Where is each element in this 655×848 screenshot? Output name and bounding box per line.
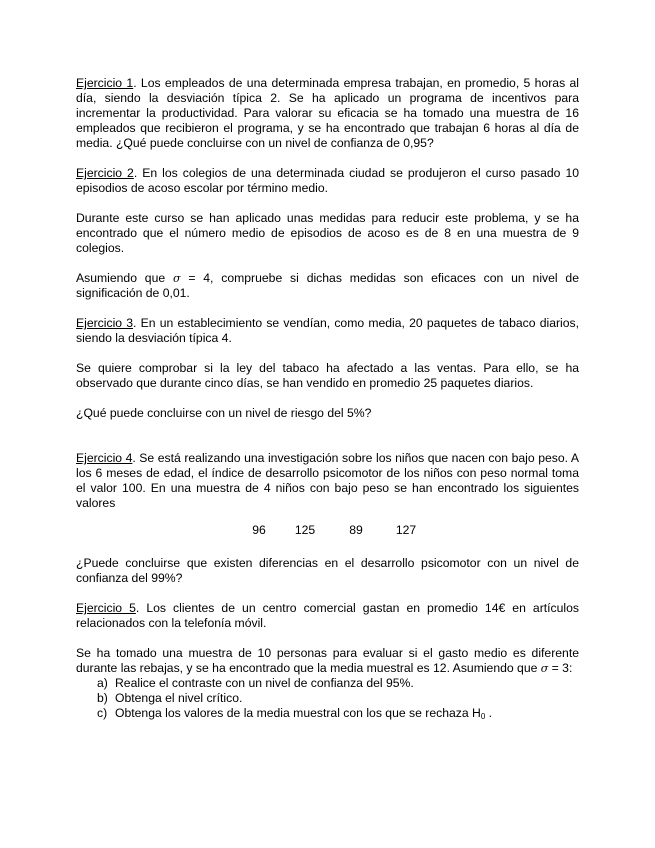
exercise-5-p2-start: Se ha tomado una muestra de 10 personas para evaluar si el gasto medio es diferente durante las rebajas, y se ha encontrado que la media muestral es 12. Asumiendo que [76, 646, 579, 675]
sigma-symbol: σ [172, 272, 181, 285]
sample-value: 89 [349, 523, 363, 537]
list-item-text-tail: . [485, 706, 493, 720]
exercise-5-p2-end: = 3: [548, 661, 573, 675]
list-item-text [115, 706, 492, 724]
spacer [76, 436, 579, 451]
exercise-3-paragraph-2: Se quiere comprobar si la ley del tabaco ha afectado a las ventas. Para ello, se ha observado que durante cinco días, se han vendido en promedio 25 paquetes diarios. [76, 361, 579, 390]
sample-value: 96 [252, 523, 266, 537]
exercise-5-text: . Los clientes de un centro comercial gastan en promedio 14€ en artículos relacionados con la telefonía móvil. [76, 601, 579, 630]
list-item [76, 676, 579, 691]
exercise-3-text: . En un establecimiento se vendían, como media, 20 paquetes de tabaco diarios, siendo la desviación típica 4. [76, 316, 579, 345]
exercise-3-title: Ejercicio 3 [76, 316, 134, 330]
exercise-4-text: . Se está realizando una investigación sobre los niños que nacen con bajo peso. A los 6 meses de edad, el índice de desarrollo psicomotor de los niños con peso normal toma el valor 100. En una muestra de 4 niños con bajo peso se han encontrado los siguientes valores [76, 451, 580, 510]
list-item-label: c) [97, 706, 108, 720]
exercise-2-title: Ejercicio 2 [76, 166, 134, 180]
exercise-1 [76, 76, 579, 151]
exercise-2-paragraph-2: Durante este curso se han aplicado unas medidas para reducir este problema, y se ha encontrado que el número medio de episodios de acoso es de 8 en una muestra de 9 colegios. [76, 211, 579, 255]
exercise-2 [76, 166, 579, 196]
h-subscript: 0 [480, 712, 486, 721]
exercise-3 [76, 316, 579, 346]
list-item-text: Realice el contraste con un nivel de confianza del 95%. [115, 676, 414, 690]
exercise-5 [76, 601, 579, 631]
exercise-2-text: . En los colegios de una determinada ciudad se produjeron el curso pasado 10 episodios de acoso escolar por término medio. [76, 166, 580, 195]
exercise-1-text: . Los empleados de una determinada empresa trabajan, en promedio, 5 horas al día, siendo la desviación típica 2. Se ha aplicado un programa de incentivos para incrementar la productividad. Para valorar su eficacia se ha tomado una muestra de 16 empleados que recibieron el programa, y se ha encontrado que trabajan 6 horas al día de media. ¿Qué puede concluirse con un nivel de confianza de 0,95? [76, 76, 580, 150]
exercise-1-title: Ejercicio 1 [76, 76, 134, 90]
exercise-2-p3-end: = 4, compruebe si dichas medidas son eficaces con un nivel de significación de 0,01. [76, 271, 579, 300]
list-item-text-main: Obtenga los valores de la media muestral con los que se rechaza H [115, 706, 481, 720]
document-page [76, 76, 579, 724]
list-item [76, 706, 579, 724]
list-item [76, 691, 579, 706]
exercise-5-title: Ejercicio 5 [76, 601, 136, 615]
list-item-label: a) [97, 676, 108, 690]
exercise-2-p3-start: Asumiendo que [76, 271, 173, 285]
list-item-label: b) [97, 691, 108, 705]
exercise-5-paragraph-2 [76, 646, 579, 676]
exercise-4-paragraph-2: ¿Puede concluirse que existen diferencias en el desarrollo psicomotor con un nivel de confianza del 99%? [76, 556, 579, 585]
exercise-3-paragraph-3: ¿Qué puede concluirse con un nivel de riesgo del 5%? [76, 406, 372, 420]
exercise-4 [76, 451, 579, 511]
exercise-2-paragraph-3 [76, 271, 579, 301]
sample-value: 127 [395, 523, 417, 537]
exercise-4-title: Ejercicio 4 [76, 451, 133, 465]
sigma-symbol: σ [540, 662, 549, 675]
sample-values [76, 523, 579, 538]
sample-value: 125 [294, 523, 316, 537]
exercise-5-list [76, 676, 579, 724]
list-item-text: Obtenga el nivel crítico. [115, 691, 243, 705]
